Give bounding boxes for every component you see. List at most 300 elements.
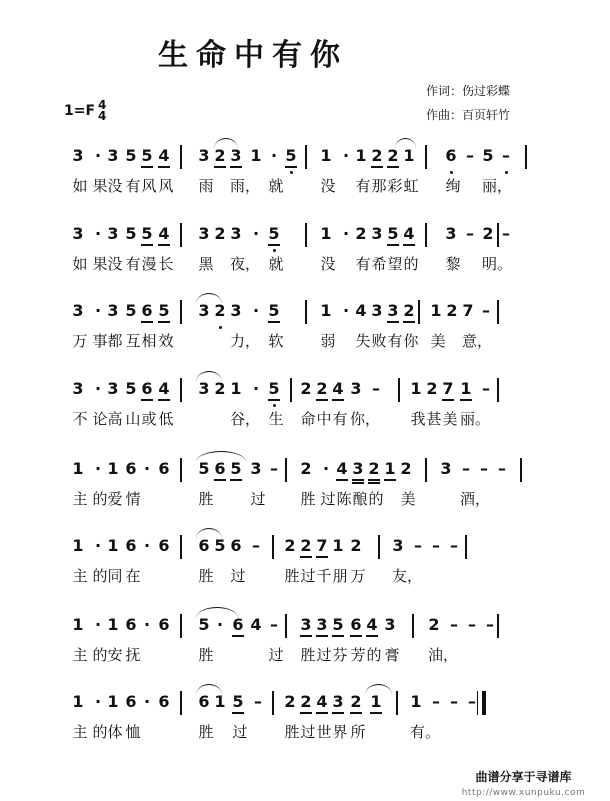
note: 2: [403, 301, 415, 320]
lyric: 有: [332, 410, 348, 428]
barline: [290, 378, 292, 402]
lyric: 力，: [230, 332, 261, 350]
slur: [365, 684, 392, 695]
note: 1: [460, 379, 472, 398]
note: 1: [410, 379, 422, 398]
lyric: 体: [107, 723, 123, 741]
note: 4: [316, 692, 328, 711]
note: 1: [403, 146, 415, 165]
note: ·: [270, 146, 278, 165]
lyric: 希: [371, 255, 387, 273]
lyric: 胜: [284, 723, 300, 741]
lyricist-credit: 作词：伤过彩蝶: [426, 84, 511, 98]
barline: [180, 535, 182, 559]
time-signature-bottom: 4: [98, 109, 107, 123]
note: 1: [230, 379, 242, 398]
lyric: 有。: [410, 723, 441, 741]
lyric: 丽，: [482, 177, 513, 195]
note: ·: [143, 692, 151, 711]
note: 2: [350, 536, 362, 555]
barline: [520, 458, 522, 482]
note: 3: [371, 224, 383, 243]
lyric: 绚: [445, 177, 461, 195]
lyric: 长: [158, 255, 174, 273]
lyric: 漫: [141, 255, 157, 273]
lyric: 没: [107, 177, 123, 195]
lyric: 失: [355, 332, 371, 350]
lyric: 你: [403, 332, 419, 350]
note: ·: [252, 379, 260, 398]
note: –: [450, 692, 458, 711]
lyric: 如: [72, 177, 88, 195]
note: 1: [410, 692, 422, 711]
lyric: 我: [410, 410, 426, 428]
score-line: [0, 380, 610, 438]
note: ·: [94, 301, 102, 320]
note: 1: [72, 692, 84, 711]
note: –: [466, 146, 474, 165]
note: ·: [322, 459, 330, 478]
note: ·: [94, 459, 102, 478]
lyric: 风: [158, 177, 174, 195]
note: 1: [384, 459, 396, 478]
note: 1: [72, 615, 84, 634]
note: 2: [350, 692, 362, 711]
lyric: 或: [141, 410, 157, 428]
lyric: 的: [92, 490, 108, 508]
note: 3: [107, 146, 119, 165]
note: ·: [216, 615, 224, 634]
note: ·: [342, 224, 350, 243]
note: 3: [316, 615, 328, 634]
note: –: [414, 536, 422, 555]
note: 6: [198, 692, 210, 711]
lyric: 没: [320, 255, 336, 273]
footer-url: http://www.xunpuku.com: [461, 788, 586, 798]
lyric: 明。: [482, 255, 513, 273]
note: 2: [284, 536, 296, 555]
lyric: 胜: [284, 567, 300, 585]
note: 4: [332, 379, 344, 398]
lyric: 芳: [350, 646, 366, 664]
note: 6: [230, 536, 242, 555]
lyric: 过: [250, 490, 266, 508]
lyric: 甚: [426, 410, 442, 428]
lyric: 抚: [125, 646, 141, 664]
note: 2: [400, 459, 412, 478]
note: 2: [316, 379, 328, 398]
note: 5: [332, 615, 344, 634]
note: –: [254, 692, 262, 711]
note: 4: [158, 379, 170, 398]
lyric: 有: [355, 177, 371, 195]
note: 3: [72, 146, 84, 165]
note: –: [500, 147, 512, 165]
lyric: 友，: [392, 567, 423, 585]
note: 3: [352, 459, 364, 478]
note: –: [462, 459, 470, 478]
score-line: [0, 302, 610, 360]
note: 3: [387, 301, 399, 320]
note: 1: [320, 146, 332, 165]
note: 4: [158, 146, 170, 165]
note: 6: [158, 615, 170, 634]
lyric: 果: [92, 177, 108, 195]
note: 5: [285, 147, 297, 165]
note: –: [372, 379, 380, 398]
lyric: 酿: [352, 490, 368, 508]
lyric: 胜: [300, 646, 316, 664]
note: 1: [107, 615, 119, 634]
note: 7: [462, 301, 474, 320]
barline: [497, 300, 499, 324]
note: 3: [350, 379, 362, 398]
composer-credit: 作曲：百页轩竹: [426, 108, 511, 122]
lyric: 爱: [107, 490, 123, 508]
note: 5: [387, 224, 399, 243]
note: 5: [232, 692, 244, 711]
lyric: 雨，: [230, 177, 261, 195]
lyric: 千: [316, 567, 332, 585]
note: ·: [342, 146, 350, 165]
note: 4: [355, 301, 367, 320]
note: 3: [300, 615, 312, 634]
barline: [418, 300, 420, 324]
lyric: 情: [125, 490, 141, 508]
note: 3: [107, 224, 119, 243]
note: 6: [198, 536, 210, 555]
note: 2: [284, 692, 296, 711]
note: –: [450, 536, 458, 555]
note: –: [432, 536, 440, 555]
note: 5: [268, 301, 280, 320]
lyric: 的: [92, 646, 108, 664]
note: 5: [482, 146, 494, 165]
note: –: [498, 459, 506, 478]
lyric: 彩: [387, 177, 403, 195]
note: –: [252, 536, 260, 555]
barline: [180, 458, 182, 482]
barline: [180, 614, 182, 638]
note: 3: [230, 146, 242, 165]
page-title: 生命中有你: [158, 38, 348, 73]
note: 1: [332, 536, 344, 555]
slur: [395, 138, 416, 149]
lyric: 生: [268, 410, 284, 428]
lyric: 恤: [125, 723, 141, 741]
note: 3: [198, 146, 210, 165]
note: 5: [230, 459, 242, 478]
note: 3: [107, 379, 119, 398]
barline: [180, 145, 182, 169]
lyric: 的: [366, 646, 382, 664]
lyric: 就: [268, 177, 284, 195]
barline: [398, 378, 400, 402]
note: 4: [336, 459, 348, 478]
note: 6: [232, 615, 244, 634]
note: 1: [320, 224, 332, 243]
lyric: 胜: [198, 723, 214, 741]
note: 2: [482, 224, 494, 243]
barline: [497, 614, 499, 638]
lyric: 油，: [428, 646, 459, 664]
slur: [196, 451, 246, 462]
note: 1: [72, 459, 84, 478]
lyric: 过: [320, 490, 336, 508]
barline: [425, 145, 427, 169]
lyric: 有: [125, 177, 141, 195]
note: 5: [141, 224, 153, 243]
note: 2: [446, 301, 458, 320]
note: 2: [300, 459, 312, 478]
note: 6: [214, 459, 226, 478]
score-line: [0, 616, 610, 674]
note: 4: [250, 615, 262, 634]
note: 3: [72, 224, 84, 243]
lyric: 意，: [462, 332, 493, 350]
note: 6: [158, 459, 170, 478]
lyric: 夜，: [230, 255, 261, 273]
note: 1: [370, 692, 382, 711]
note: 3: [440, 459, 452, 478]
note: 5: [141, 146, 153, 165]
lyric: 万: [72, 332, 88, 350]
lyric: 胜: [198, 646, 214, 664]
barline: [378, 535, 380, 559]
note: 5: [214, 536, 226, 555]
lyric: 膏: [384, 646, 400, 664]
note: –: [486, 615, 494, 634]
lyric: 就: [268, 255, 284, 273]
note: –: [432, 692, 440, 711]
note: 6: [141, 379, 153, 398]
barline: [180, 378, 182, 402]
lyric: 安: [107, 646, 123, 664]
barline: [180, 223, 182, 247]
lyric: 不: [72, 410, 88, 428]
note: 5: [268, 380, 280, 398]
lyric: 世: [316, 723, 332, 741]
lyric: 美: [430, 332, 446, 350]
note: –: [480, 459, 488, 478]
barline: [285, 458, 287, 482]
lyric: 命: [300, 410, 316, 428]
barline: [425, 458, 427, 482]
slur: [196, 607, 238, 618]
note: 1: [430, 301, 442, 320]
lyric: 界: [332, 723, 348, 741]
note: –: [502, 224, 510, 243]
score-line: [0, 693, 610, 751]
barline: [180, 300, 182, 324]
lyric: 都: [107, 332, 123, 350]
lyric: 望: [387, 255, 403, 273]
lyric: 相: [141, 332, 157, 350]
note: 6: [158, 536, 170, 555]
barline: [180, 691, 182, 715]
lyric: 有: [387, 332, 403, 350]
lyric: 风: [141, 177, 157, 195]
lyric: 的: [368, 490, 384, 508]
lyric: 过: [300, 723, 316, 741]
note: 2: [426, 379, 438, 398]
note: –: [466, 224, 474, 243]
lyric: 雨: [198, 177, 214, 195]
note: 3: [384, 615, 396, 634]
site-footer: [437, 768, 610, 801]
lyric: 胜: [198, 490, 214, 508]
note: 3: [392, 536, 404, 555]
lyric: 同: [107, 567, 123, 585]
note: –: [450, 615, 458, 634]
lyric: 主: [72, 567, 88, 585]
lyric: 的: [92, 567, 108, 585]
note: 3: [250, 459, 262, 478]
note: 5: [158, 301, 170, 320]
lyric: 有: [125, 255, 141, 273]
note: 2: [371, 146, 383, 165]
note: ·: [94, 692, 102, 711]
lyric: 朋: [332, 567, 348, 585]
lyric: 事: [92, 332, 108, 350]
lyric: 山: [125, 410, 141, 428]
note: 5: [198, 615, 210, 634]
score-line: [0, 225, 610, 283]
note: 3: [72, 379, 84, 398]
lyric: 虹: [403, 177, 419, 195]
lyric: 低: [158, 410, 174, 428]
note: ·: [342, 301, 350, 320]
note: 2: [387, 146, 399, 165]
note: ·: [143, 536, 151, 555]
note: 3: [332, 692, 344, 711]
note: 3: [198, 224, 210, 243]
lyric: 过: [232, 723, 248, 741]
barline: [396, 691, 398, 715]
lyric: 陈: [336, 490, 352, 508]
barline: [305, 145, 307, 169]
note: –: [482, 301, 490, 320]
note: ·: [94, 379, 102, 398]
note: 6: [125, 459, 137, 478]
note: 2: [214, 146, 226, 165]
barline: [497, 378, 499, 402]
lyric: 主: [72, 490, 88, 508]
note: ·: [143, 459, 151, 478]
lyric: 有: [355, 255, 371, 273]
lyric: 黎: [445, 255, 461, 273]
lyric: 所: [350, 723, 366, 741]
final-barline-thin: [477, 691, 478, 715]
note: –: [468, 692, 476, 711]
note: 1: [214, 692, 226, 711]
lyric: 效: [158, 332, 174, 350]
barline: [305, 223, 307, 247]
lyric: 谷，: [230, 410, 261, 428]
lyric: 软: [268, 332, 284, 350]
time-signature-top: 4: [98, 98, 107, 112]
lyric: 主: [72, 723, 88, 741]
lyric: 你，: [350, 410, 381, 428]
lyric: 弱: [320, 332, 336, 350]
note: 5: [125, 224, 137, 243]
note: 3: [230, 224, 242, 243]
lyric: 胜: [198, 567, 214, 585]
note: 1: [250, 146, 262, 165]
note: 1: [107, 692, 119, 711]
note: 6: [350, 615, 362, 634]
barline: [465, 535, 467, 559]
barline: [497, 223, 499, 247]
lyric: 那: [371, 177, 387, 195]
note: ·: [94, 615, 102, 634]
note: 4: [366, 615, 378, 634]
slur: [214, 138, 238, 149]
lyric: 中: [316, 410, 332, 428]
note: –: [482, 379, 490, 398]
note: 2: [300, 692, 312, 711]
note: 6: [158, 692, 170, 711]
lyric: 败: [371, 332, 387, 350]
note: 3: [72, 301, 84, 320]
lyric: 互: [125, 332, 141, 350]
lyric: 美: [400, 490, 416, 508]
lyric: 酒，: [460, 490, 491, 508]
time-signature: [98, 100, 106, 122]
key-label: 1=F: [64, 103, 96, 119]
note: 5: [125, 146, 137, 165]
barline: [482, 691, 486, 715]
slur: [196, 371, 222, 382]
note: 2: [214, 302, 226, 320]
note: 6: [141, 301, 153, 320]
note: ·: [143, 615, 151, 634]
barline: [305, 300, 307, 324]
lyric: 丽。: [460, 410, 491, 428]
score-line: [0, 460, 610, 518]
score-line: [0, 537, 610, 595]
note: 1: [72, 536, 84, 555]
note: ·: [94, 146, 102, 165]
slur: [196, 684, 222, 695]
note: 3: [445, 224, 457, 243]
note: 3: [198, 379, 210, 398]
lyric: 过: [316, 646, 332, 664]
note: 1: [107, 459, 119, 478]
note: –: [468, 615, 476, 634]
note: 2: [368, 459, 380, 478]
note: ·: [252, 301, 260, 320]
barline: [425, 223, 427, 247]
note: 3: [198, 301, 210, 320]
barline: [412, 614, 414, 638]
note: 2: [355, 224, 367, 243]
note: 7: [316, 536, 328, 555]
lyric: 黑: [198, 255, 214, 273]
note: 1: [107, 536, 119, 555]
note: –: [270, 459, 278, 478]
note: 2: [300, 536, 312, 555]
lyric: 过: [300, 567, 316, 585]
key-signature: [64, 100, 106, 122]
lyric: 的: [403, 255, 419, 273]
lyric: 果: [92, 255, 108, 273]
lyric: 美: [442, 410, 458, 428]
note: 3: [230, 301, 242, 320]
slur: [196, 528, 222, 539]
note: 1: [355, 146, 367, 165]
score-line: [0, 147, 610, 205]
